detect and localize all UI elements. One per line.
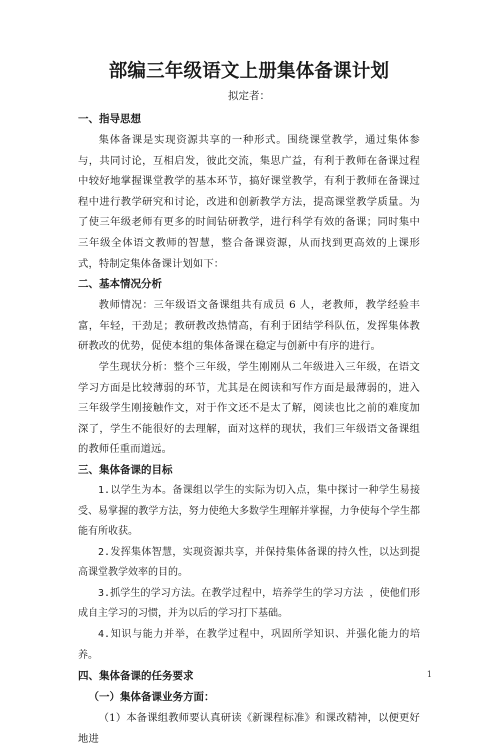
paragraph: 4.知识与能力并举，在教学过程中，巩固所学知识、并强化能力的培养。 [78, 629, 420, 661]
subsection-heading: （一）集体备课业务方面： [88, 691, 215, 704]
paragraph: 教师情况：三年级语文备课组共有成员 6 人，老教师，教学经验丰富，年轻，干劲足；教研教改热情高，有利于团结学科队伍，发挥集体教研教改的优势，促使本组的集体备课在稳定与创新中有序的进行。 [78, 299, 420, 353]
document-body [78, 60, 420, 749]
section-heading-task-requirements: 四、集体备课的任务要求 [78, 670, 194, 683]
paragraph: 2.发挥集体智慧，实现资源共享，并保持集体备课的持久性，以达到提高课堂教学效率的目的。 [78, 546, 420, 579]
section-heading-situation-analysis: 二、基本情况分析 [78, 278, 162, 291]
paragraph: （1）本备课组教师要认真研读《新课程标准》和课改精神，以便更好地进 [78, 712, 420, 745]
paragraph: 集体备课是实现资源共享的一种形式。围绕课堂教学，通过集体参与，共同讨论，互相启发，彼此交流，集思广益，有利于教师在备课过程中较好地掌握课堂教学的基本环节，搞好课堂教学，有利于教师在备课过程中进行教学研究和讨论，改进和创新教学方法，提高课堂教学质量。为了使三年级老师有更多的时间钻研教学，进行科学有效的备课；同时集中三年级全体语文教师的智慧，整合备课资源，从而找到更高效的上课形式，特制定集体备课计划如下： [78, 134, 420, 270]
section-heading-guiding-ideology: 一、指导思想 [78, 113, 141, 125]
author-line: 拟定者： [228, 90, 270, 102]
document-title: 部编三年级语文上册集体备课计划 [108, 61, 390, 82]
section-heading-goals: 三、集体备课的目标 [78, 463, 173, 476]
paragraph: 1.以学生为本。备课组以学生的实际为切入点，集中探讨一种学生易接受、易掌握的教学方法，努力使绝大多数学生理解并掌握，力争使每个学生都能有所收获。 [78, 484, 420, 538]
paragraph: 3.抓学生的学习方法。在教学过程中，培养学生的学习方法 ，使他们形成自主学习的习惯，并为以后的学习打下基础。 [78, 587, 420, 620]
page-number: 1 [426, 670, 432, 679]
paragraph: 学生现状分析：整个三年级，学生刚刚从二年级进入三年级，在语文学习方面是比较薄弱的环节，尤其是在阅读和写作方面是最薄弱的，进入三年级学生刚接触作文，对于作文还不是太了解，阅读也比之前的难度加深了，学生不能很好的去理解，面对这样的现状，我们三年级语文备课组的教师任重而道远。 [78, 360, 420, 456]
